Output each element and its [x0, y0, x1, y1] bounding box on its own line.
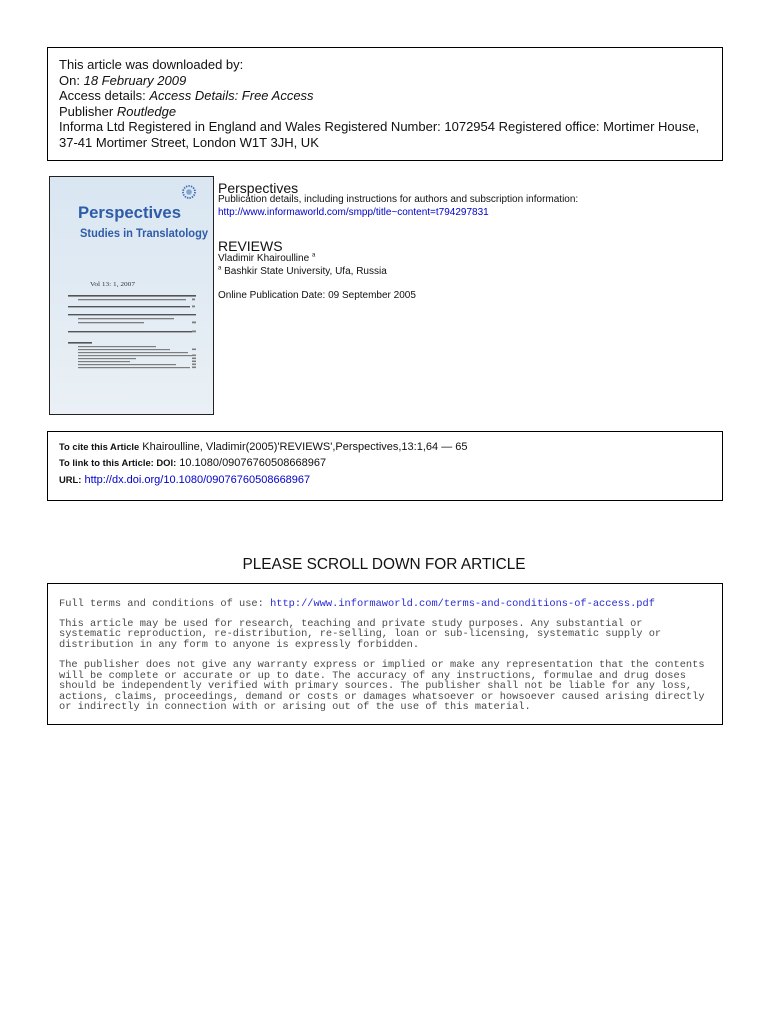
cover-contents-page-number	[192, 364, 196, 366]
access-details-value: Access Details: Free Access	[149, 88, 314, 104]
author-name: Vladimir Khairoulline	[218, 252, 310, 264]
cover-volume: Vol 13: 1, 2007	[90, 281, 136, 288]
doi-label: To link to this Article: DOI:	[59, 457, 177, 469]
cover-contents-page-number	[192, 299, 195, 301]
terms-text-line: will be complete or accurate or up to date. The accuracy of any instructions, formulae and drug doses	[59, 669, 686, 682]
cover-contents-page-number	[192, 355, 196, 357]
cover-contents-page-number	[192, 367, 196, 369]
cover-title: Perspectives	[78, 203, 181, 222]
access-details-label: Access details:	[59, 88, 146, 104]
doi-value: 10.1080/09076760508668967	[179, 457, 327, 470]
citation-box	[47, 431, 723, 501]
download-date-label: On:	[59, 72, 80, 88]
registration-line: Informa Ltd Registered in England and Wales Registered Number: 1072954 Registered office: Mortimer House,	[59, 119, 700, 135]
terms-link-line	[59, 599, 711, 610]
terms-box	[47, 583, 723, 725]
cover-contents-page-number	[192, 361, 196, 363]
article-title: REVIEWS	[218, 238, 283, 254]
cover-contents-line	[78, 322, 144, 323]
publication-details-link[interactable]: http://www.informaworld.com/smpp/title~content=t794297831	[218, 206, 489, 218]
cover-contents-line	[78, 367, 190, 368]
access-details-line	[59, 88, 711, 104]
download-date-line	[59, 73, 711, 89]
scroll-notice: PLEASE SCROLL DOWN FOR ARTICLE	[242, 556, 526, 573]
download-intro: This article was downloaded by:	[59, 57, 244, 72]
cover-contents-line	[78, 358, 136, 359]
cover-contents-page-number	[192, 358, 196, 360]
cover-contents-line	[78, 349, 170, 350]
cover-contents-heading	[68, 342, 92, 344]
publisher-name: Routledge	[116, 103, 177, 119]
terms-text-line: or indirectly in connection with or arising out of the use of this material.	[59, 701, 531, 714]
terms-text-line: actions, claims, proceedings, demand or costs or damages whatsoever or howsoever caused arising directly	[59, 690, 705, 703]
cover-contents-line	[78, 361, 130, 362]
affiliation-mark: a	[218, 265, 222, 272]
terms-text-line: should be independently verified with primary sources. The publisher shall not be liable for any loss,	[59, 680, 693, 693]
publisher-label: Publisher	[59, 103, 114, 119]
usage-paragraph	[59, 619, 711, 651]
cover-contents-line	[78, 355, 192, 356]
author-affiliation-mark: a	[311, 252, 316, 259]
article-url-link[interactable]: http://dx.doi.org/10.1080/09076760508668967	[84, 473, 311, 486]
publication-details-text: Publication details, including instructions for authors and subscription information:	[218, 194, 579, 205]
url-line	[59, 472, 711, 488]
affiliation-line	[218, 266, 387, 279]
cover-contents-line	[78, 299, 186, 300]
cover-subtitle: Studies in Translatology	[80, 228, 209, 240]
cover-contents-line	[68, 295, 196, 297]
author-line	[218, 253, 315, 266]
terms-text-line: This article may be used for research, teaching and private study purposes. Any substantial or	[59, 617, 643, 630]
terms-link[interactable]: http://www.informaworld.com/terms-and-conditions-of-access.pdf	[270, 597, 655, 610]
journal-name: Perspectives	[218, 180, 299, 196]
cover-contents-line	[78, 364, 176, 365]
terms-label: Full terms and conditions of use:	[59, 597, 264, 610]
terms-text-line: systematic reproduction, re-distribution, re-selling, loan or sub-licensing, systematic supply or	[59, 628, 662, 641]
terms-text-line: distribution in any form to anyone is expressly forbidden.	[59, 638, 420, 651]
disclaimer-paragraph	[59, 660, 711, 713]
cover-contents-page-number	[192, 322, 196, 324]
online-publication-date: Online Publication Date: 09 September 2005	[218, 289, 416, 301]
cover-contents-page-number	[192, 349, 196, 351]
download-date: 18 February 2009	[83, 72, 187, 88]
cite-value: Khairoulline, Vladimir(2005)'REVIEWS',Perspectives,13:1,64 — 65	[142, 441, 468, 453]
publisher-line	[59, 104, 711, 120]
cover-contents-page-number	[192, 331, 196, 333]
cover-contents-line	[78, 318, 174, 319]
url-label: URL:	[59, 473, 82, 485]
affiliation-name: Bashkir State University, Ufa, Russia	[224, 265, 387, 277]
cite-label: To cite this Article	[59, 441, 140, 452]
cover-contents-line	[68, 314, 196, 315]
registration-line: 37-41 Mortimer Street, London W1T 3JH, UK	[59, 134, 319, 150]
cover-contents-page-number	[192, 306, 195, 308]
cover-contents-line	[78, 352, 188, 353]
download-info-box	[47, 47, 723, 161]
cover-contents-line	[68, 306, 190, 307]
journal-cover-image	[49, 176, 214, 415]
doi-line	[59, 455, 711, 471]
cover-contents-line	[68, 331, 192, 332]
terms-text-line: The publisher does not give any warranty express or implied or make any representation that the contents	[59, 659, 705, 672]
cover-contents-line	[78, 346, 156, 347]
cite-line	[59, 439, 711, 455]
